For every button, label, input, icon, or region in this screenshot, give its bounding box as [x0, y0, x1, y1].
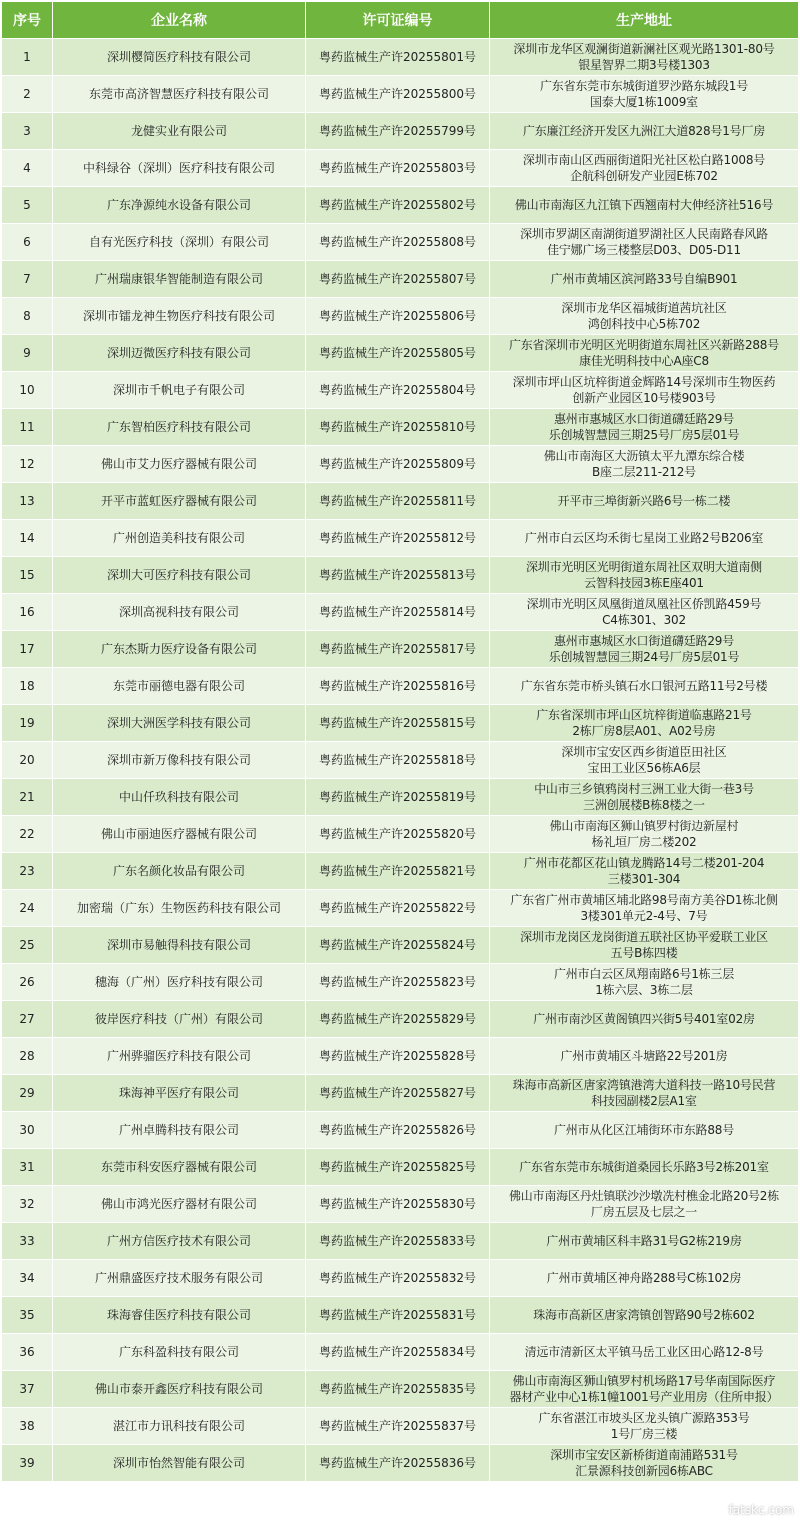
cell-company: 广东科盈科技有限公司	[53, 1334, 306, 1371]
cell-address: 珠海市高新区唐家湾镇港湾大道科技一路10号民营 科技园副楼2层A1室	[490, 1075, 799, 1112]
cell-company: 广州方信医疗技术有限公司	[53, 1223, 306, 1260]
cell-company: 湛江市力讯科技有限公司	[53, 1408, 306, 1445]
cell-company: 佛山市艾力医疗器械有限公司	[53, 446, 306, 483]
cell-company: 广州瑞康银华智能制造有限公司	[53, 261, 306, 298]
table-row	[2, 853, 799, 890]
table-row	[2, 927, 799, 964]
table-row	[2, 1001, 799, 1038]
cell-company: 佛山市丽迪医疗器械有限公司	[53, 816, 306, 853]
cell-company: 广州骅骝医疗科技有限公司	[53, 1038, 306, 1075]
cell-address: 佛山市南海区狮山镇罗村机场路17号华南国际医疗 器材产业中心1栋1幢1001号产业用房（住所申报）	[490, 1371, 799, 1408]
cell-index: 34	[2, 1260, 53, 1297]
table-row	[2, 1371, 799, 1408]
cell-license: 粤药监械生产许20255836号	[306, 1445, 490, 1482]
cell-index: 36	[2, 1334, 53, 1371]
cell-license: 粤药监械生产许20255822号	[306, 890, 490, 927]
cell-address: 深圳市龙华区福城街道茜坑社区 鸿创科技中心5栋702	[490, 298, 799, 335]
cell-address: 广州市从化区江埔街环市东路88号	[490, 1112, 799, 1149]
cell-company: 广东名颜化妆品有限公司	[53, 853, 306, 890]
cell-index: 32	[2, 1186, 53, 1223]
cell-license: 粤药监械生产许20255806号	[306, 298, 490, 335]
cell-license: 粤药监械生产许20255815号	[306, 705, 490, 742]
table-row	[2, 1223, 799, 1260]
cell-address: 中山市三乡镇鸦岗村三洲工业大街一巷3号 三洲创展楼B栋8楼之一	[490, 779, 799, 816]
cell-license: 粤药监械生产许20255835号	[306, 1371, 490, 1408]
cell-index: 15	[2, 557, 53, 594]
cell-license: 粤药监械生产许20255830号	[306, 1186, 490, 1223]
cell-index: 25	[2, 927, 53, 964]
cell-address: 珠海市高新区唐家湾镇创智路90号2栋602	[490, 1297, 799, 1334]
cell-license: 粤药监械生产许20255799号	[306, 113, 490, 150]
cell-license: 粤药监械生产许20255819号	[306, 779, 490, 816]
cell-license: 粤药监械生产许20255810号	[306, 409, 490, 446]
cell-license: 粤药监械生产许20255812号	[306, 520, 490, 557]
cell-company: 东莞市丽德电器有限公司	[53, 668, 306, 705]
table-body	[2, 39, 799, 1482]
table-row	[2, 631, 799, 668]
cell-license: 粤药监械生产许20255832号	[306, 1260, 490, 1297]
cell-index: 5	[2, 187, 53, 224]
cell-company: 广州创造美科技有限公司	[53, 520, 306, 557]
cell-address: 广州市黄埔区斗塘路22号201房	[490, 1038, 799, 1075]
cell-license: 粤药监械生产许20255816号	[306, 668, 490, 705]
cell-address: 广东省广州市黄埔区埔北路98号南方美谷D1栋北侧 3楼301单元2-4号、7号	[490, 890, 799, 927]
cell-index: 14	[2, 520, 53, 557]
table-row	[2, 446, 799, 483]
table-row	[2, 483, 799, 520]
cell-address: 广东省东莞市东城街道罗沙路东城段1号 国泰大厦1栋1009室	[490, 76, 799, 113]
cell-license: 粤药监械生产许20255800号	[306, 76, 490, 113]
cell-address: 惠州市惠城区水口街道礴廷路29号 乐创城智慧园三期24号厂房5层01号	[490, 631, 799, 668]
cell-index: 35	[2, 1297, 53, 1334]
cell-company: 中科绿谷（深圳）医疗科技有限公司	[53, 150, 306, 187]
table-row	[2, 594, 799, 631]
cell-license: 粤药监械生产许20255827号	[306, 1075, 490, 1112]
cell-index: 12	[2, 446, 53, 483]
table-row	[2, 150, 799, 187]
cell-address: 佛山市南海区大沥镇太平九潭东综合楼 B座二层211-212号	[490, 446, 799, 483]
cell-license: 粤药监械生产许20255818号	[306, 742, 490, 779]
cell-address: 深圳市宝安区新桥街道南浦路531号 汇景源科技创新园6栋ABC	[490, 1445, 799, 1482]
cell-index: 39	[2, 1445, 53, 1482]
cell-company: 中山仟玖科技有限公司	[53, 779, 306, 816]
cell-index: 33	[2, 1223, 53, 1260]
cell-company: 自有光医疗科技（深圳）有限公司	[53, 224, 306, 261]
table-row	[2, 1186, 799, 1223]
cell-company: 开平市蓝虹医疗器械有限公司	[53, 483, 306, 520]
table-row	[2, 779, 799, 816]
cell-address: 广州市黄埔区滨河路33号自编B901	[490, 261, 799, 298]
table-row	[2, 1297, 799, 1334]
table-row	[2, 1334, 799, 1371]
cell-company: 深圳市怡然智能有限公司	[53, 1445, 306, 1482]
cell-address: 广东省东莞市东城街道桑园长乐路3号2栋201室	[490, 1149, 799, 1186]
cell-address: 佛山市南海区狮山镇罗村街边新屋村 杨礼垣厂房二楼202	[490, 816, 799, 853]
cell-address: 广州市黄埔区科丰路31号G2栋219房	[490, 1223, 799, 1260]
header-company: 企业名称	[53, 2, 306, 39]
cell-company: 加密瑞（广东）生物医药科技有限公司	[53, 890, 306, 927]
cell-company: 深圳市镭龙神生物医疗科技有限公司	[53, 298, 306, 335]
cell-license: 粤药监械生产许20255804号	[306, 372, 490, 409]
cell-company: 深圳市新万像科技有限公司	[53, 742, 306, 779]
cell-company: 龙健实业有限公司	[53, 113, 306, 150]
cell-license: 粤药监械生产许20255809号	[306, 446, 490, 483]
cell-address: 深圳市光明区光明街道东周社区双明大道南侧 云智科技园3栋E座401	[490, 557, 799, 594]
cell-address: 深圳市龙华区观澜街道新澜社区观光路1301-80号 银星智界二期3号楼1303	[490, 39, 799, 76]
cell-index: 19	[2, 705, 53, 742]
cell-index: 27	[2, 1001, 53, 1038]
header-address: 生产地址	[490, 2, 799, 39]
header-license: 许可证编号	[306, 2, 490, 39]
cell-address: 广州市白云区均禾街七星岗工业路2号B206室	[490, 520, 799, 557]
cell-address: 开平市三埠街新兴路6号一栋二楼	[490, 483, 799, 520]
cell-index: 30	[2, 1112, 53, 1149]
table-row	[2, 1038, 799, 1075]
cell-license: 粤药监械生产许20255802号	[306, 187, 490, 224]
table-row	[2, 1112, 799, 1149]
cell-license: 粤药监械生产许20255805号	[306, 335, 490, 372]
cell-address: 广东省深圳市光明区光明街道东周社区兴新路288号 康佳光明科技中心A座C8	[490, 335, 799, 372]
cell-address: 深圳市南山区西丽街道阳光社区松白路1008号 企航科创研发产业园E栋702	[490, 150, 799, 187]
cell-index: 4	[2, 150, 53, 187]
cell-company: 珠海睿佳医疗科技有限公司	[53, 1297, 306, 1334]
cell-company: 深圳大可医疗科技有限公司	[53, 557, 306, 594]
cell-license: 粤药监械生产许20255831号	[306, 1297, 490, 1334]
header-row	[2, 2, 799, 39]
cell-index: 6	[2, 224, 53, 261]
table-row	[2, 964, 799, 1001]
cell-license: 粤药监械生产许20255834号	[306, 1334, 490, 1371]
cell-index: 2	[2, 76, 53, 113]
cell-address: 广州市南沙区黄阁镇四兴街5号401室02房	[490, 1001, 799, 1038]
cell-company: 深圳大洲医学科技有限公司	[53, 705, 306, 742]
header-index: 序号	[2, 2, 53, 39]
cell-company: 东莞市科安医疗器械有限公司	[53, 1149, 306, 1186]
table-row	[2, 742, 799, 779]
cell-address: 广州市黄埔区神舟路288号C栋102房	[490, 1260, 799, 1297]
table-row	[2, 261, 799, 298]
cell-license: 粤药监械生产许20255829号	[306, 1001, 490, 1038]
cell-company: 深圳迈微医疗科技有限公司	[53, 335, 306, 372]
cell-company: 深圳高视科技有限公司	[53, 594, 306, 631]
cell-license: 粤药监械生产许20255823号	[306, 964, 490, 1001]
cell-address: 深圳市龙岗区龙岗街道五联社区协平爱联工业区 五号B栋四楼	[490, 927, 799, 964]
cell-address: 深圳市坪山区坑梓街道金辉路14号深圳市生物医药 创新产业园区10号楼903号	[490, 372, 799, 409]
cell-company: 广州卓腾科技有限公司	[53, 1112, 306, 1149]
license-table	[1, 1, 799, 1482]
table-row	[2, 705, 799, 742]
cell-index: 38	[2, 1408, 53, 1445]
table-row	[2, 298, 799, 335]
cell-index: 10	[2, 372, 53, 409]
cell-index: 22	[2, 816, 53, 853]
table-row	[2, 557, 799, 594]
cell-address: 广东省湛江市坡头区龙头镇广源路353号 1号厂房三楼	[490, 1408, 799, 1445]
cell-index: 9	[2, 335, 53, 372]
cell-license: 粤药监械生产许20255814号	[306, 594, 490, 631]
cell-company: 深圳市易触得科技有限公司	[53, 927, 306, 964]
cell-license: 粤药监械生产许20255813号	[306, 557, 490, 594]
cell-index: 24	[2, 890, 53, 927]
cell-license: 粤药监械生产许20255807号	[306, 261, 490, 298]
cell-license: 粤药监械生产许20255825号	[306, 1149, 490, 1186]
cell-company: 深圳市千帆电子有限公司	[53, 372, 306, 409]
cell-index: 31	[2, 1149, 53, 1186]
cell-address: 广东省东莞市桥头镇石水口银河五路11号2号楼	[490, 668, 799, 705]
cell-license: 粤药监械生产许20255817号	[306, 631, 490, 668]
cell-license: 粤药监械生产许20255801号	[306, 39, 490, 76]
cell-index: 28	[2, 1038, 53, 1075]
table-row	[2, 76, 799, 113]
table-row	[2, 1075, 799, 1112]
cell-license: 粤药监械生产许20255833号	[306, 1223, 490, 1260]
cell-address: 广州市花都区花山镇龙腾路14号二楼201-204 三楼301-304	[490, 853, 799, 890]
cell-company: 深圳樱简医疗科技有限公司	[53, 39, 306, 76]
cell-license: 粤药监械生产许20255824号	[306, 927, 490, 964]
cell-index: 8	[2, 298, 53, 335]
cell-company: 穗海（广州）医疗科技有限公司	[53, 964, 306, 1001]
cell-license: 粤药监械生产许20255837号	[306, 1408, 490, 1445]
table-row	[2, 1149, 799, 1186]
cell-license: 粤药监械生产许20255828号	[306, 1038, 490, 1075]
cell-company: 东莞市高济智慧医疗科技有限公司	[53, 76, 306, 113]
cell-address: 佛山市南海区九江镇下西翘南村大伸经济社516号	[490, 187, 799, 224]
table-row	[2, 1445, 799, 1482]
cell-company: 佛山市鸿光医疗器材有限公司	[53, 1186, 306, 1223]
cell-index: 7	[2, 261, 53, 298]
cell-index: 11	[2, 409, 53, 446]
cell-address: 广东省深圳市坪山区坑梓街道临惠路21号 2栋厂房8层A01、A02号房	[490, 705, 799, 742]
cell-index: 3	[2, 113, 53, 150]
cell-index: 23	[2, 853, 53, 890]
cell-index: 37	[2, 1371, 53, 1408]
cell-index: 16	[2, 594, 53, 631]
cell-index: 1	[2, 39, 53, 76]
table-row	[2, 1260, 799, 1297]
watermark: fatskc.com	[728, 1503, 794, 1517]
cell-company: 佛山市泰开鑫医疗科技有限公司	[53, 1371, 306, 1408]
cell-company: 广州鼎盛医疗技术服务有限公司	[53, 1260, 306, 1297]
table-row	[2, 1408, 799, 1445]
table-row	[2, 187, 799, 224]
cell-license: 粤药监械生产许20255826号	[306, 1112, 490, 1149]
cell-company: 广东智柏医疗科技有限公司	[53, 409, 306, 446]
cell-address: 广州市白云区凤翔南路6号1栋三层 1栋六层、3栋二层	[490, 964, 799, 1001]
table-row	[2, 668, 799, 705]
cell-index: 26	[2, 964, 53, 1001]
cell-address: 广东廉江经济开发区九洲江大道828号1号厂房	[490, 113, 799, 150]
cell-license: 粤药监械生产许20255820号	[306, 816, 490, 853]
cell-index: 21	[2, 779, 53, 816]
cell-license: 粤药监械生产许20255808号	[306, 224, 490, 261]
cell-company: 珠海神平医疗有限公司	[53, 1075, 306, 1112]
cell-company: 广东净源纯水设备有限公司	[53, 187, 306, 224]
cell-address: 深圳市罗湖区南湖街道罗湖社区人民南路春风路 佳宁娜广场三楼整层D03、D05-D11	[490, 224, 799, 261]
table-row	[2, 409, 799, 446]
cell-index: 20	[2, 742, 53, 779]
page	[0, 1, 800, 1523]
cell-address: 深圳市光明区凤凰街道凤凰社区侨凯路459号 C4栋301、302	[490, 594, 799, 631]
table-row	[2, 372, 799, 409]
cell-license: 粤药监械生产许20255803号	[306, 150, 490, 187]
cell-license: 粤药监械生产许20255811号	[306, 483, 490, 520]
table-row	[2, 113, 799, 150]
cell-address: 深圳市宝安区西乡街道臣田社区 宝田工业区56栋A6层	[490, 742, 799, 779]
cell-index: 29	[2, 1075, 53, 1112]
cell-license: 粤药监械生产许20255821号	[306, 853, 490, 890]
cell-company: 广东杰斯力医疗设备有限公司	[53, 631, 306, 668]
cell-address: 惠州市惠城区水口街道礴廷路29号 乐创城智慧园三期25号厂房5层01号	[490, 409, 799, 446]
cell-index: 18	[2, 668, 53, 705]
table-row	[2, 520, 799, 557]
table-row	[2, 39, 799, 76]
cell-address: 清远市清新区太平镇马岳工业区田心路12-8号	[490, 1334, 799, 1371]
table-row	[2, 816, 799, 853]
cell-company: 彼岸医疗科技（广州）有限公司	[53, 1001, 306, 1038]
table-row	[2, 224, 799, 261]
table-row	[2, 335, 799, 372]
cell-address: 佛山市南海区丹灶镇联沙沙墩冼村樵金北路20号2栋 厂房五层及七层之一	[490, 1186, 799, 1223]
cell-index: 13	[2, 483, 53, 520]
table-row	[2, 890, 799, 927]
cell-index: 17	[2, 631, 53, 668]
